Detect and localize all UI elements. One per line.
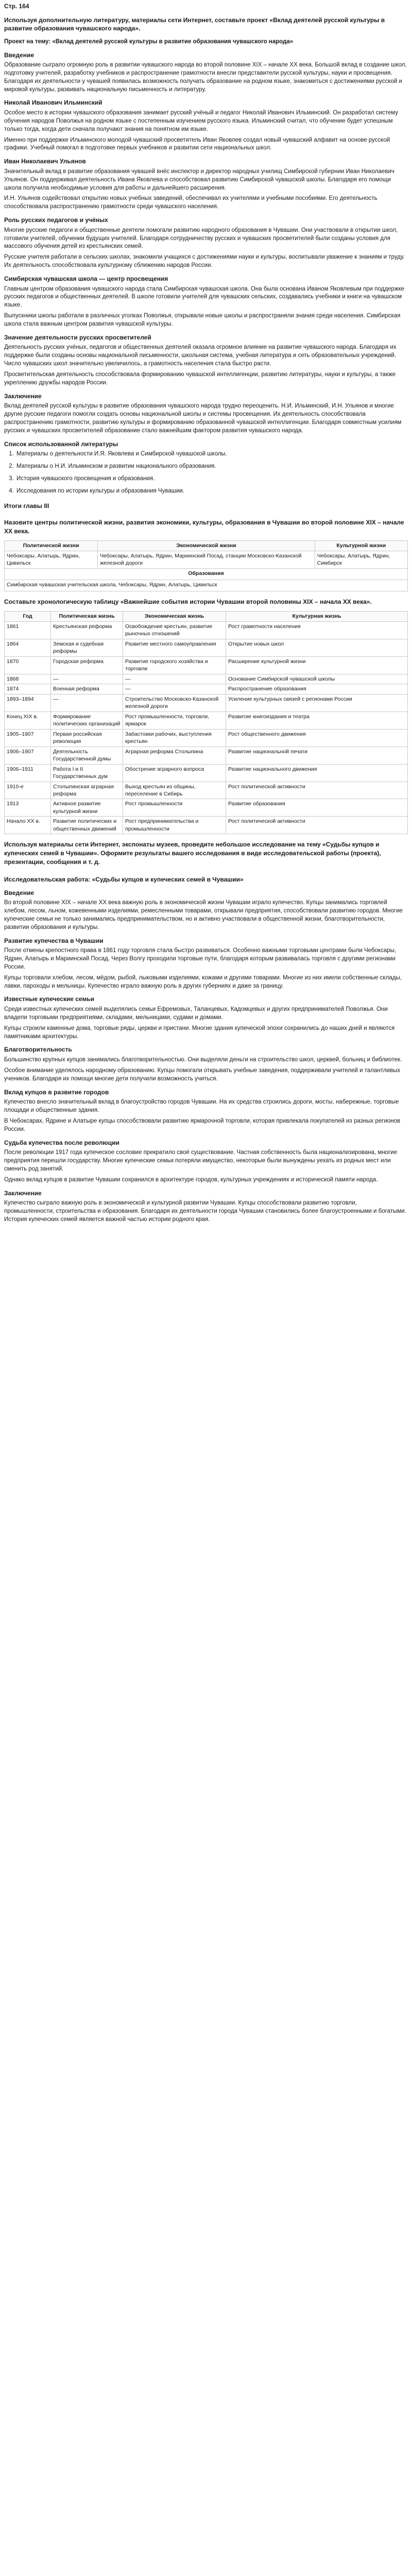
table-cell: Активное развитие культурной жизни: [51, 799, 123, 817]
table-row: [5, 799, 408, 817]
table-cell: —: [51, 694, 123, 711]
section-paragraph: Многие русские педагоги и общественные деятели помогали развитию народного образования в Чувашии. Они участвовали в открытии школ, готовили учителей, обучении будущих учителей. Благодаря сотрудничеству русских и чувашских просветителей были созданы условия для массового обучения детей из крестьянских семей.: [4, 227, 398, 250]
section-heading: Известные купеческие семьи: [4, 995, 95, 1003]
research-sections: [4, 889, 408, 1224]
table-cell: Рост грамотности населения: [226, 621, 408, 639]
table-cell: Развитие книгоиздания и театра: [226, 711, 408, 729]
literature-item: 2. Материалы о Н.И. Ильминском и развитии национального образования.: [15, 463, 408, 471]
section-paragraph: В Чебоксарах, Ядрине и Алатыре купцы способствовали развитию ярмарочной торговли, которая привлекала покупателей из разных регионов России.: [4, 1117, 401, 1132]
section-paragraph: Купечество внесло значительный вклад в благоустройство городов Чувашии. На их средства строились дороги, мосты, набережные, торговые площади и общественные здания.: [4, 1099, 399, 1113]
table-cell: Развитие национального движения: [226, 764, 408, 782]
section-paragraph: Купечество сыграло важную роль в экономической и культурной развитии Чувашии. Купцы способствовали развитию торговли, промышленности, строительства и образования. Благодаря их деятельности города Чувашии становились более благоустроенными и богатыми. История купеческих семей является важной частью истории родного края.: [4, 1200, 406, 1223]
table-cell: Крестьянская реформа: [51, 621, 123, 639]
section-heading: Иван Николаевич Ульянов: [4, 158, 86, 165]
results-title: Итоги главы III: [4, 502, 49, 510]
section-paragraph: Среди известных купеческих семей выделялись семьи Ефремовых, Таланцевых, Кадомцевых и других предпринимателей Поволжья. Они владели торговыми предприятиями, складами, мельницами, судами и домами.: [4, 1006, 388, 1021]
table-cell: Развитие национальной печати: [226, 747, 408, 764]
table-cell: Симбирская чувашская учительская школа, Чебоксары, Ядрин, Алатырь, Цивильск: [5, 580, 408, 591]
table-cell: Формирование политических организаций: [51, 711, 123, 729]
section-paragraph: Именно при поддержке Ильминского молодой чувашский просветитель Иван Яковлев создал новый чувашский алфавит на основе русской графики. Учебный помогал в подготовке первых учебников и развитии сети национальных школ.: [4, 137, 390, 151]
table-row: [5, 639, 408, 656]
table-cell: Рост промышленности, торговли, ярмарок: [123, 711, 226, 729]
table-cell: Рост общественного движения: [226, 729, 408, 747]
table-row: [5, 764, 408, 782]
project-sections: [4, 51, 408, 435]
literature-item: 1. Материалы о деятельности И.Я. Яковлева и Симбирской чувашской школы.: [15, 450, 408, 459]
table-cell: Строительство Московско-Казанской железной дороги: [123, 694, 226, 711]
table-cell: Усиление культурных связей с регионами России: [226, 694, 408, 711]
year-cell: 1861: [5, 621, 51, 639]
section-heading: Заключение: [4, 1189, 42, 1197]
table-header: Экономическая жизнь: [123, 612, 226, 621]
table-cell: Основание Симбирской чувашской школы: [226, 674, 408, 684]
table-row: [5, 782, 408, 799]
page-label: Стр. 164: [4, 3, 29, 10]
table-cell: Забастовки рабочих, выступления крестьян: [123, 729, 226, 747]
section-paragraph: Деятельность русских учёных, педагогов и общественных деятелей оказала огромное влияние на развитие чувашского народа. Благодаря их поддержке были созданы основы национальной письменности, школьная система, учебная литература и сеть образовательных учреждений. Число чувашских школ значительно увеличилось, а грамотность населения стала быстро расти.: [4, 344, 397, 367]
project: [4, 38, 408, 496]
table-cell: Рост промышленности: [123, 799, 226, 817]
section-paragraph: И.Н. Ульянов содействовал открытию новых учебных заведений, обеспечивал их учителями и учебными пособиями. Его деятельность способствовала распространению грамотности среди чувашского населения.: [4, 195, 377, 210]
table-cell: Городская реформа: [51, 656, 123, 674]
table-cell: Выход крестьян из общины, переселение в Сибирь: [123, 782, 226, 799]
section-paragraph: Русские учителя работали в сельских школах, знакомили учащихся с достижениями науки и культуры, воспитывали уважение к знаниям и труду. Их деятельность способствовала культурному сближению народов России.: [4, 254, 405, 269]
table-cell: Освобождение крестьян, развитие рыночных отношений: [123, 621, 226, 639]
year-cell: 1913: [5, 799, 51, 817]
section-heading: Симбирская чувашская школа — центр просвещения: [4, 275, 168, 283]
year-cell: 1864: [5, 639, 51, 656]
table-cell: —: [51, 674, 123, 684]
section-paragraph: Образование сыграло огромную роль в развитии чувашского народа во второй половине XIX – начале XX века. Большой вклад в создание школ, подготовку учителей, разработку учебников и распространение грамотности внесли представители русской культуры, науки и просвещения. Благодаря их деятельности у чувашей появилась возможность получать образование на родном языке, знакомиться с достижениями русской и мировой культуры, развивать национальную письменность и литературу.: [4, 62, 407, 93]
table-cell: Работа I и II Государственных дум: [51, 764, 123, 782]
year-cell: 1906–1907: [5, 747, 51, 764]
section-heading: Заключение: [4, 392, 42, 400]
section-paragraph: Просветительская деятельность способствовала формированию чувашской интеллигенции, развитию литературы, науки и культуры, а также укреплению дружбы народов России.: [4, 371, 396, 386]
table-row: [5, 621, 408, 639]
table-row: [5, 729, 408, 747]
table-cell: Чебоксары, Алатырь, Ядрин, Мариинский Посад, станции Московско-Казанской железной дороги: [98, 551, 315, 568]
table-cell: Столыпинская аграрная реформа: [51, 782, 123, 799]
year-cell: 1868: [5, 674, 51, 684]
table-header: Политической жизни: [5, 541, 98, 551]
research: [4, 875, 408, 1224]
table-row: [5, 551, 408, 568]
table-header: Культурная жизнь: [226, 612, 408, 621]
table-cell: —: [123, 674, 226, 684]
literature-item: 3. История чувашского просвещения и образования.: [15, 475, 408, 483]
table-cell: Земская и судебная реформы: [51, 639, 123, 656]
table-cell: Расширение культурной жизни: [226, 656, 408, 674]
literature-list: [15, 450, 408, 495]
section-paragraph: Большинство крупных купцов занимались благотворительностью. Они выделяли деньги на строительство школ, церквей, больниц и библиотек.: [4, 1056, 402, 1063]
table-row: [5, 684, 408, 694]
chronology-table: [4, 611, 408, 834]
section-paragraph: Особое внимание уделялось народному образованию. Купцы помогали открывать учебные заведения, поддерживали учителей и талантливых учеников. Благодаря их помощи многие дети получили возможность учиться.: [4, 1067, 401, 1082]
table-row: [5, 580, 408, 591]
section-heading: Значение деятельности русских просветителей: [4, 333, 151, 341]
table-row: [5, 674, 408, 684]
section-heading: Судьба купечества после революции: [4, 1139, 119, 1146]
project-title: Проект на тему: «Вклад деятелей русской культуры в развитие образования чувашского народа»: [4, 38, 294, 45]
section-heading: Вклад купцов в развитие городов: [4, 1088, 109, 1096]
table-header: Культурной жизни: [315, 541, 407, 551]
table-cell: Чебоксары, Алатырь, Ядрин, Цивильск: [5, 551, 98, 568]
literature-heading: Список использованной литературы: [4, 440, 118, 448]
table-row: [5, 694, 408, 711]
section-paragraph: После отмены крепостного права в 1861 году торговля стала быстро развиваться. Особенно важными торговыми центрами были Чебоксары, Ядрин, Алатырь и Мариинский Посад. Через Волгу проходили торговые пути, благодаря которым развивалась торговля с другими регионами России.: [4, 947, 397, 970]
year-cell: 1905–1907: [5, 729, 51, 747]
table-cell: —: [123, 684, 226, 694]
table-cell: Первая российская революция: [51, 729, 123, 747]
table-cell: Открытие новых школ: [226, 639, 408, 656]
section-paragraph: Особое место в истории чувашского образования занимает русский учёный и педагог Николай Иванович Ильминский. Он разработал систему обучения народов Поволжья на родном языке с постепенным изучением русского языка. Ильминский считал, что обучение будет успешным только тогда, когда дети сначала получают знания на понятном им языке.: [4, 110, 399, 132]
table-cell: Военная реформа: [51, 684, 123, 694]
section-paragraph: После революции 1917 года купеческое сословие прекратило своё существование. Частная собственность была национализирована, многие предприятия перешли государству. Многие купеческие семьи потеряли имущество, некоторые были вынуждены уехать из родных мест или сменить род занятий.: [4, 1149, 398, 1172]
section-paragraph: Главным центром образования чувашского народа стала Симбирская чувашская школа. Она была основана Иваном Яковлевым при поддержке русских педагогов и общественных деятелей. В школе готовили учителей для чувашских сельских, создавались учебники и книги на чувашском языке.: [4, 285, 405, 309]
section-heading: Николай Иванович Ильминский: [4, 99, 102, 107]
year-cell: 1870: [5, 656, 51, 674]
section-heading: Введение: [4, 51, 35, 59]
table-cell: Развитие городского хозяйства и торговли: [123, 656, 226, 674]
section-paragraph: Однако вклад купцов в развитие Чувашии сохранился в архитектуре городов, культурных учреждениях и исторической памяти народа.: [4, 1176, 378, 1183]
task-centers: Назовите центры политической жизни, развития экономики, культуры, образования в Чувашии во второй половине XIX – начале XX века.: [4, 519, 404, 535]
table-cell: Чебоксары, Алатырь, Ядрин, Симбирск: [315, 551, 407, 568]
table-cell: Рост предпринимательства и промышленности: [123, 817, 226, 834]
table-row: [5, 656, 408, 674]
table-cell: Аграрная реформа Столыпина: [123, 747, 226, 764]
year-cell: 1893–1894: [5, 694, 51, 711]
section-paragraph: Купцы торговали хлебом, лесом, мёдом, рыбой, лыковыми изделиями, кожами и другими товарами. Многие из них имели собственные склады, лавки, пароходы и мельницы. Купечество играло важную роль в других губерниях и даже за границу.: [4, 974, 402, 989]
table-header: Экономической жизни: [98, 541, 315, 551]
task-chronology: Составьте хронологическую таблицу «Важнейшие события истории Чувашии второй половины XIX – начала XX века».: [4, 598, 372, 605]
section-paragraph: Во второй половине XIX – начале XX века важную роль в экономической жизни Чувашии играло купечество. Купцы занимались торговлей хлебом, лесом, льном, кожевенными изделиями, ремесленными товарами, открывали предприятия, способствовали развитию городов. Многие купеческие семьи не только занимались предпринимательством, но и активно участвовали в общественной жизни, благотворительности, развитии образования и культуры.: [4, 900, 403, 930]
year-cell: Конец XIX в.: [5, 711, 51, 729]
section-paragraph: Вклад деятелей русской культуры в развитие образования чувашского народа трудно переоценить. Н.И. Ильминский, И.Н. Ульянов и многие другие русские педагоги помогли создать основы национальной школы и системы просвещения. Их деятельность способствовала распространению грамотности, развитию культуры и формированию образованной чувашской интеллигенции. Благодаря совместным усилиям русских и чувашских просветителей образование стало важнейшим фактором развития чувашского народа.: [4, 403, 402, 434]
table-header: Год: [5, 612, 51, 621]
section-paragraph: Купцы строили каменные дома, торговые ряды, церкви и пристани. Многие здания купеческой эпохи сохранились до наших дней и являются памятниками архитектуры.: [4, 1025, 395, 1040]
section-heading: Развитие купечества в Чувашии: [4, 937, 104, 944]
section-paragraph: Значительный вклад в развитие образования чувашей внёс инспектор и директор народных училищ Симбирской губернии Иван Николаевич Ульянов. Он поддерживал деятельность Ивана Яковлева и способствовал развитию Симбирской чувашской школы. Благодаря его помощи школа получила необходимые условия для работы и дальнейшего расширения.: [4, 168, 394, 191]
table-cell: Рост политической активности: [226, 817, 408, 834]
section-heading: Введение: [4, 889, 35, 896]
task-project: Используя дополнительную литературу, материалы сети Интернет, составьте проект «Вклад деятелей русской культуры в развитие образования чувашского народа».: [4, 16, 385, 32]
year-cell: 1906–1911: [5, 764, 51, 782]
table-header: Образования: [5, 568, 408, 580]
table-cell: Распространение образования: [226, 684, 408, 694]
year-cell: Начало XX в.: [5, 817, 51, 834]
table-cell: Деятельность Государственной думы: [51, 747, 123, 764]
literature-item: 4. Исследования по истории культуры и образования Чувашии.: [15, 487, 408, 496]
table-row: [5, 711, 408, 729]
year-cell: 1874: [5, 684, 51, 694]
section-paragraph: Выпускники школы работали в различных уголках Поволжья, открывали новые школы и распространяли знания среди населения. Симбирская школа стала важным центром развития чувашской культуры.: [4, 313, 401, 327]
task-research: Используя материалы сети Интернет, экспонаты музеев, проведите небольшое исследование на тему «Судьбы купцов и купеческих семей в Чувашии». Оформите результаты вашего исследования в виде исследовательской работы (проекта), презентации, сообщения и т. д.: [4, 841, 381, 866]
table-row: [5, 747, 408, 764]
table-row: [5, 817, 408, 834]
table-cell: Развитие образования: [226, 799, 408, 817]
table-header: Политическая жизнь: [51, 612, 123, 621]
section-heading: Благотворительность: [4, 1046, 72, 1054]
research-title: Исследовательская работа: «Судьбы купцов и купеческих семей в Чувашии»: [4, 876, 244, 884]
section-heading: Роль русских педагогов и учёных: [4, 216, 108, 224]
year-cell: 1910-е: [5, 782, 51, 799]
table-cell: Рост политической активности: [226, 782, 408, 799]
table-cell: Обострение аграрного вопроса: [123, 764, 226, 782]
table-cell: Развитие местного самоуправления: [123, 639, 226, 656]
table-cell: Развитие политических и общественных движений: [51, 817, 123, 834]
centers-table: [4, 540, 408, 591]
